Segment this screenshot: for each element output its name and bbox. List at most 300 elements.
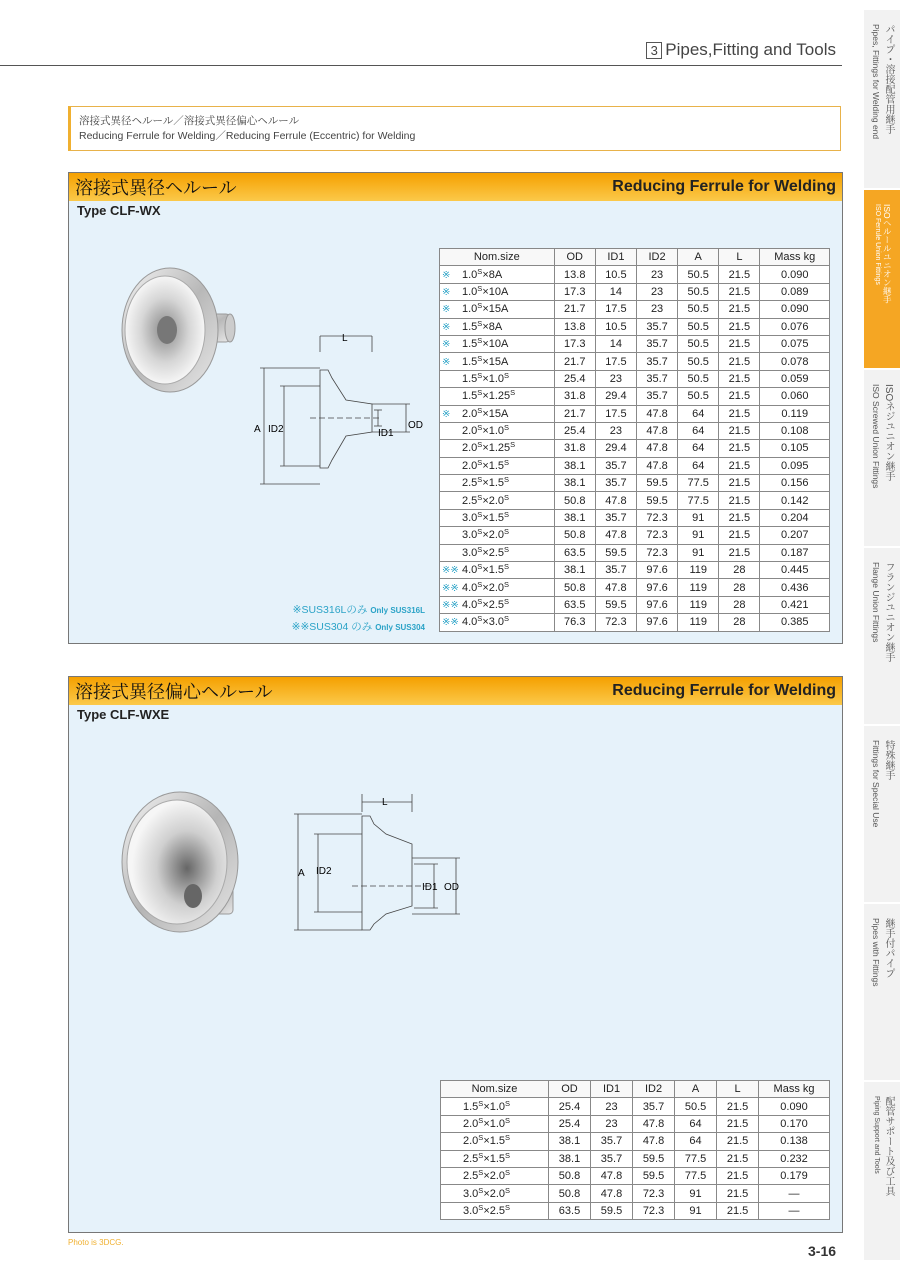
cell-id2: 47.8 [636,457,677,474]
note-sus304: ※※SUS304 のみ Only SUS304 [291,621,425,633]
cell-l: 21.5 [719,440,760,457]
cell-mass: ― [759,1202,830,1219]
cell-id2: 97.6 [636,562,677,579]
size-superscript: S [477,405,483,415]
cell-a: 91 [675,1202,717,1219]
column-header: Nom.size [440,249,555,266]
size-superscript: S [478,1185,484,1195]
column-header: A [675,1081,717,1098]
size-superscript: S [504,579,510,589]
size-superscript: S [477,562,483,572]
material-mark: ※ [442,356,451,368]
material-mark: ※ [442,304,451,316]
cell-mass: 0.170 [759,1115,830,1132]
cell-a: 64 [678,422,719,439]
cell-od: 38.1 [548,1133,590,1150]
dim-label-a: A [254,424,261,435]
table-row [440,283,830,300]
cell-l: 21.5 [719,509,760,526]
cell-l: 28 [719,579,760,596]
size-superscript: S [505,1168,511,1178]
table-row [440,370,830,387]
size-superscript: S [477,266,483,276]
cell-id1: 17.5 [595,353,636,370]
cell-od: 50.8 [554,579,595,596]
cell-od: 63.5 [554,544,595,561]
size-superscript: S [505,1150,511,1160]
nom-size-cell: ※ $2.0^S\times 15A$ [440,405,555,422]
table-row [441,1098,830,1115]
tab-iso-ferrule[interactable]: ISOヘルールユニオン継手 ISO Ferrule Union Fittings [864,190,900,370]
table-row [441,1167,830,1184]
size-superscript: S [477,388,483,398]
cell-id1: 59.5 [595,596,636,613]
size-superscript: S [477,283,483,293]
cell-od: 38.1 [554,475,595,492]
table-row [441,1150,830,1167]
cell-l: 21.5 [719,475,760,492]
cell-id1: 10.5 [595,318,636,335]
cell-id1: 29.4 [595,388,636,405]
size-superscript: S [510,388,516,398]
size-superscript: S [477,527,483,537]
column-header: ID1 [591,1081,633,1098]
cell-id1: 14 [595,283,636,300]
nom-size-cell: ※ $1.0^S\times 8A$ [440,266,555,283]
cell-a: 50.5 [678,301,719,318]
column-header: A [678,249,719,266]
cell-mass: 0.445 [760,562,830,579]
cell-id1: 35.7 [595,457,636,474]
cell-id2: 59.5 [633,1150,675,1167]
column-header: ID2 [636,249,677,266]
cell-l: 21.5 [719,353,760,370]
size-superscript: S [505,1133,511,1143]
cell-od: 21.7 [554,353,595,370]
cell-id1: 47.8 [595,527,636,544]
nom-size-cell: $3.0^S\times 2.5^S$ [441,1202,549,1219]
subtitle-box [68,106,841,151]
cell-id1: 23 [595,370,636,387]
section-title-bar [69,173,842,201]
cell-l: 28 [719,614,760,631]
cell-id1: 35.7 [595,562,636,579]
cell-mass: 0.089 [760,283,830,300]
material-mark: ※ [442,269,451,281]
cell-id2: 72.3 [636,527,677,544]
cell-id1: 47.8 [595,579,636,596]
cell-id2: 97.6 [636,579,677,596]
cell-l: 21.5 [719,283,760,300]
size-superscript: S [504,457,510,467]
cell-mass: 0.138 [759,1133,830,1150]
section-title-en: Reducing Ferrule for Welding [612,178,836,195]
cell-a: 50.5 [678,370,719,387]
cell-od: 25.4 [554,370,595,387]
nom-size-cell: $2.5^S\times 1.5^S$ [440,475,555,492]
cell-l: 21.5 [717,1185,759,1202]
material-mark: ※※ [442,600,459,611]
cell-mass: 0.076 [760,318,830,335]
dim-label-a: A [298,868,305,879]
dim-label-l: L [382,797,388,808]
cell-od: 21.7 [554,405,595,422]
cell-mass: 0.090 [759,1098,830,1115]
cell-a: 64 [678,457,719,474]
cell-od: 50.8 [548,1185,590,1202]
type-label: Type CLF-WXE [77,707,170,722]
cell-od: 31.8 [554,388,595,405]
column-header: ID1 [595,249,636,266]
size-superscript: S [477,353,483,363]
nom-size-cell: ※※ $4.0^S\times 2.5^S$ [440,596,555,613]
cell-mass: 0.142 [760,492,830,509]
nom-size-cell: ※※ $4.0^S\times 3.0^S$ [440,614,555,631]
material-mark: ※※ [442,565,459,577]
size-superscript: S [505,1098,511,1108]
cell-l: 21.5 [719,422,760,439]
cell-id2: 35.7 [633,1098,675,1115]
column-header: Mass kg [760,249,830,266]
table-row [440,562,830,579]
cell-a: 64 [675,1115,717,1132]
cell-a: 64 [678,405,719,422]
cell-mass: 0.204 [760,509,830,526]
subtitle-jp: 溶接式異径ヘルール／溶接式異径偏心ヘルール [79,115,300,127]
cell-id2: 35.7 [636,318,677,335]
size-superscript: S [477,544,483,554]
cell-id2: 35.7 [636,388,677,405]
cell-id2: 35.7 [636,370,677,387]
table-row [441,1185,830,1202]
table-row [440,422,830,439]
cell-mass: ― [759,1185,830,1202]
cell-od: 50.8 [554,492,595,509]
table-row [440,266,830,283]
cell-a: 50.5 [678,318,719,335]
cell-l: 21.5 [717,1115,759,1132]
cell-l: 21.5 [717,1133,759,1150]
size-superscript: S [477,336,483,346]
cell-l: 21.5 [719,370,760,387]
dim-label-id1: ID1 [378,428,394,439]
nom-size-cell: $2.0^S\times 1.0^S$ [441,1115,549,1132]
cell-od: 21.7 [554,301,595,318]
section-title-jp: 溶接式異径ヘルール [75,178,237,198]
cell-od: 63.5 [554,596,595,613]
cell-mass: 0.095 [760,457,830,474]
cell-a: 119 [678,614,719,631]
cell-l: 21.5 [719,405,760,422]
cell-a: 77.5 [678,475,719,492]
cell-mass: 0.207 [760,527,830,544]
cell-l: 21.5 [719,457,760,474]
size-superscript: S [477,370,483,380]
material-mark: ※ [442,339,451,351]
ferrule-photo [115,262,245,402]
size-superscript: S [504,597,510,606]
cell-id2: 97.6 [636,596,677,613]
cell-l: 21.5 [719,527,760,544]
cell-l: 21.5 [717,1167,759,1184]
cell-od: 17.3 [554,283,595,300]
size-superscript: S [477,440,483,450]
cell-id2: 72.3 [636,509,677,526]
table-row [440,440,830,457]
cell-od: 38.1 [554,457,595,474]
cell-od: 76.3 [554,614,595,631]
section-number: 3 [646,42,662,59]
size-superscript: S [510,440,516,450]
cell-od: 25.4 [548,1115,590,1132]
size-superscript: S [478,1133,484,1143]
cell-a: 119 [678,596,719,613]
tab-iso-screwed[interactable]: ISOネジユニオン継手 ISO Screwed Union Fittings [864,370,900,548]
nom-size-cell: $3.0^S\times 2.0^S$ [440,527,555,544]
size-superscript: S [477,492,483,502]
cell-od: 38.1 [554,562,595,579]
cell-mass: 0.187 [760,544,830,561]
material-mark: ※ [442,408,451,420]
nom-size-cell: $3.0^S\times 2.5^S$ [440,544,555,561]
dimension-drawing [250,322,440,492]
cell-od: 63.5 [548,1202,590,1219]
material-notes [200,602,425,636]
column-header: OD [554,249,595,266]
cell-id2: 47.8 [636,422,677,439]
cell-od: 31.8 [554,440,595,457]
cell-mass: 0.105 [760,440,830,457]
cell-l: 21.5 [719,388,760,405]
cell-id2: 35.7 [636,353,677,370]
cell-id1: 72.3 [595,614,636,631]
table-row [440,614,830,631]
cell-a: 50.5 [678,388,719,405]
cell-id1: 47.8 [591,1185,633,1202]
cell-id2: 47.8 [633,1115,675,1132]
cell-od: 17.3 [554,335,595,352]
cell-a: 91 [678,527,719,544]
nom-size-cell: $2.5^S\times 1.5^S$ [441,1150,549,1167]
cell-a: 50.5 [678,335,719,352]
table-row [440,457,830,474]
page-header [0,36,842,66]
cell-id1: 35.7 [591,1150,633,1167]
nom-size-cell: ※ $1.0^S\times 10A$ [440,283,555,300]
cell-od: 38.1 [554,509,595,526]
size-superscript: S [504,423,510,433]
cell-id2: 97.6 [636,614,677,631]
cell-a: 50.5 [678,266,719,283]
size-superscript: S [504,562,510,572]
nom-size-cell: $1.5^S\times 1.0^S$ [441,1098,549,1115]
cell-mass: 0.179 [759,1167,830,1184]
tab-flange-union[interactable]: フランジユニオン継手 Flange Union Fittings [864,548,900,726]
size-superscript: S [505,1185,511,1195]
nom-size-cell: ※ $1.5^S\times 8A$ [440,318,555,335]
cell-mass: 0.078 [760,353,830,370]
cell-id2: 72.3 [633,1202,675,1219]
nom-size-cell: $1.5^S\times 1.25^S$ [440,388,555,405]
cell-l: 28 [719,596,760,613]
cell-id2: 47.8 [633,1133,675,1150]
cell-id2: 23 [636,283,677,300]
spec-table-clf-wx [439,248,830,632]
size-superscript: S [477,423,483,433]
cell-od: 38.1 [548,1150,590,1167]
nom-size-cell: $2.0^S\times 1.25^S$ [440,440,555,457]
cell-od: 50.8 [548,1167,590,1184]
cell-a: 64 [678,440,719,457]
nom-size-cell: $2.0^S\times 1.5^S$ [441,1133,549,1150]
nom-size-cell: $2.0^S\times 1.0^S$ [440,422,555,439]
section-heading [646,40,836,60]
cell-od: 25.4 [554,422,595,439]
cell-id2: 23 [636,266,677,283]
spec-table-clf-wxe [440,1080,830,1220]
cell-a: 91 [678,544,719,561]
size-superscript: S [505,1202,511,1212]
nom-size-cell: $1.5^S\times 1.0^S$ [440,370,555,387]
dim-label-id2: ID2 [268,424,284,435]
size-superscript: S [504,544,510,554]
table-row [441,1202,830,1219]
cell-a: 119 [678,562,719,579]
nom-size-cell: $3.0^S\times 2.0^S$ [441,1185,549,1202]
cell-id1: 23 [591,1098,633,1115]
tab-special-use[interactable]: 特殊継手 Fittings for Special Use [864,726,900,904]
dim-label-id1: ID1 [422,882,438,893]
cell-id1: 47.8 [591,1167,633,1184]
section-title-en: Reducing Ferrule for Welding [612,682,836,699]
nom-size-cell: $2.5^S\times 2.0^S$ [441,1167,549,1184]
size-superscript: S [505,1115,511,1125]
size-superscript: S [478,1150,484,1160]
cell-id1: 35.7 [595,475,636,492]
cell-a: 77.5 [675,1150,717,1167]
cell-mass: 0.232 [759,1150,830,1167]
size-superscript: S [477,579,483,589]
cell-mass: 0.119 [760,405,830,422]
cell-id1: 59.5 [595,544,636,561]
table-row [440,353,830,370]
cell-id1: 59.5 [591,1202,633,1219]
cell-id1: 23 [595,422,636,439]
cell-id2: 59.5 [633,1167,675,1184]
cell-id1: 35.7 [591,1133,633,1150]
section-title: Pipes,Fitting and Tools [665,40,836,59]
table-row [440,492,830,509]
eccentric-dimension-drawing [292,790,472,940]
size-superscript: S [478,1098,484,1108]
nom-size-cell: ※ $1.5^S\times 15A$ [440,353,555,370]
cell-id1: 29.4 [595,440,636,457]
table-row [440,475,830,492]
nom-size-cell: ※ $1.5^S\times 10A$ [440,335,555,352]
table-row [440,301,830,318]
column-header: Nom.size [441,1081,549,1098]
tab-pipes-with-fittings[interactable]: 継手付パイプ Pipes with Fittings [864,904,900,1082]
cell-id1: 14 [595,335,636,352]
section-title-jp: 溶接式異径偏心ヘルール [75,682,273,702]
table-row [440,318,830,335]
size-superscript: S [478,1168,484,1178]
size-superscript: S [504,614,510,624]
dim-label-l: L [342,333,348,344]
cell-mass: 0.385 [760,614,830,631]
cell-id2: 47.8 [636,440,677,457]
column-header: OD [548,1081,590,1098]
table-row [440,544,830,561]
cell-id2: 47.8 [636,405,677,422]
cell-a: 50.5 [678,283,719,300]
cell-l: 21.5 [719,544,760,561]
cell-mass: 0.090 [760,266,830,283]
cell-mass: 0.108 [760,422,830,439]
cell-l: 21.5 [717,1202,759,1219]
tab-piping-support[interactable]: 配管サポート及び工具 Piping Support and Tools [864,1082,900,1262]
cell-a: 119 [678,579,719,596]
nom-size-cell: $3.0^S\times 1.5^S$ [440,509,555,526]
table-row [440,509,830,526]
cell-id2: 59.5 [636,492,677,509]
cell-id2: 23 [636,301,677,318]
cell-id1: 23 [591,1115,633,1132]
size-superscript: S [477,318,483,328]
nom-size-cell: $2.5^S\times 2.0^S$ [440,492,555,509]
cell-a: 77.5 [675,1167,717,1184]
dim-label-od: OD [444,882,459,893]
cell-a: 50.5 [678,353,719,370]
size-superscript: S [477,510,483,520]
cell-a: 77.5 [678,492,719,509]
table-row [440,579,830,596]
cell-mass: 0.436 [760,579,830,596]
dim-label-od: OD [408,420,423,431]
size-superscript: S [504,527,510,537]
cell-mass: 0.060 [760,388,830,405]
photo-note: Photo is 3DCG. [68,1238,124,1247]
cell-l: 21.5 [719,318,760,335]
nom-size-cell: ※ $1.0^S\times 15A$ [440,301,555,318]
cell-a: 91 [675,1185,717,1202]
cell-l: 28 [719,562,760,579]
table-row [440,405,830,422]
cell-l: 21.5 [717,1150,759,1167]
size-superscript: S [477,597,483,606]
nom-size-cell: ※※ $4.0^S\times 2.0^S$ [440,579,555,596]
cell-od: 50.8 [554,527,595,544]
size-superscript: S [478,1202,484,1212]
cell-od: 13.8 [554,266,595,283]
type-label: Type CLF-WX [77,203,161,218]
cell-id2: 72.3 [636,544,677,561]
cell-l: 21.5 [717,1098,759,1115]
cell-id1: 17.5 [595,405,636,422]
tab-pipes-welding[interactable]: パイプ・溶接配管用継手 Pipes, Fittings for Welding end [864,10,900,190]
cell-od: 13.8 [554,318,595,335]
size-superscript: S [477,475,483,485]
column-header: L [717,1081,759,1098]
material-mark: ※ [442,286,451,298]
cell-id2: 72.3 [633,1185,675,1202]
table-row [441,1115,830,1132]
cell-l: 21.5 [719,335,760,352]
cell-id1: 47.8 [595,492,636,509]
eccentric-ferrule-photo [115,790,245,940]
cell-mass: 0.090 [760,301,830,318]
size-superscript: S [504,475,510,485]
